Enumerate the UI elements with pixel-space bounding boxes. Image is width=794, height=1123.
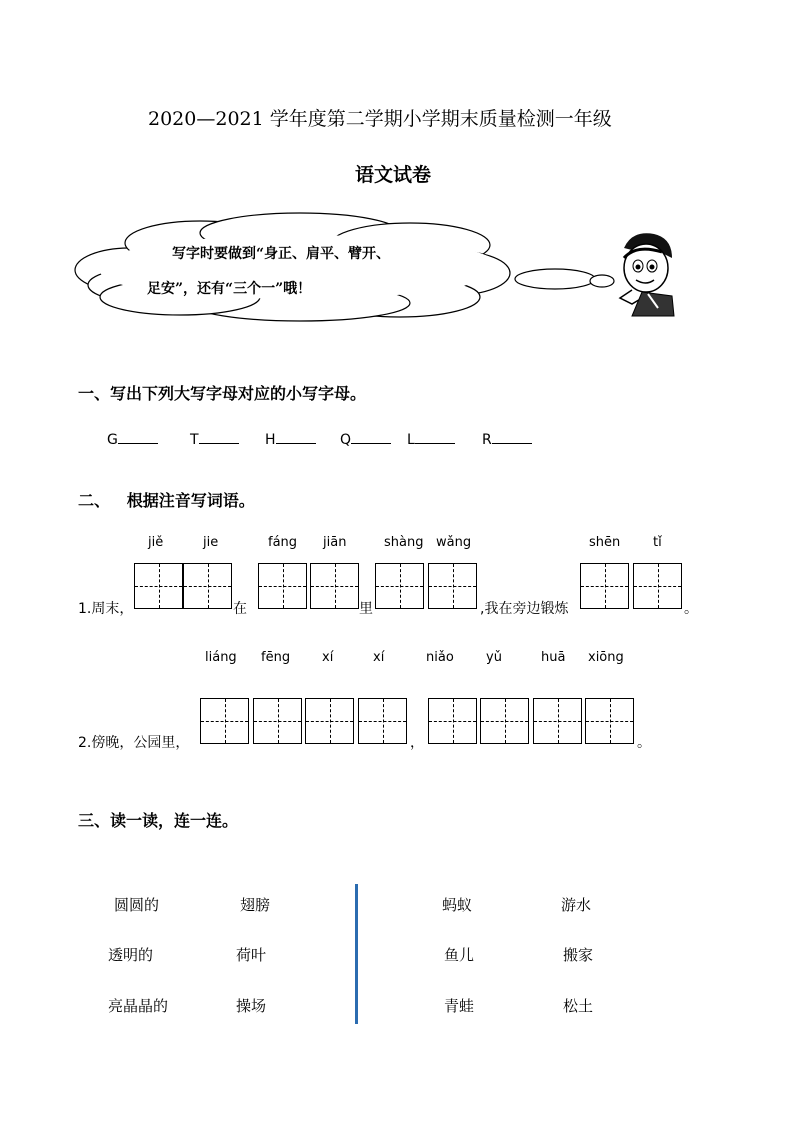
letter-item bbox=[407, 430, 455, 448]
writing-grid[interactable] bbox=[480, 698, 529, 744]
pinyin-label: yǔ bbox=[486, 650, 502, 665]
uppercase-letter: L bbox=[407, 432, 415, 448]
match-word-left-noun[interactable]: 荷叶 bbox=[236, 946, 267, 964]
writing-grid[interactable] bbox=[258, 563, 307, 609]
match-word-right-noun[interactable]: 蚂蚁 bbox=[442, 896, 473, 914]
answer-blank[interactable] bbox=[118, 430, 158, 444]
q2-comma: ， bbox=[410, 735, 424, 751]
answer-blank[interactable] bbox=[415, 430, 455, 444]
letter-item bbox=[482, 430, 532, 448]
uppercase-letter: H bbox=[265, 432, 276, 448]
match-word-right-verb[interactable]: 游水 bbox=[561, 896, 592, 914]
bubble-line-2: 足安”，还有“三个一”哦！ bbox=[147, 281, 312, 297]
pinyin-label: xí bbox=[322, 650, 334, 665]
answer-blank[interactable] bbox=[276, 430, 316, 444]
writing-grid[interactable] bbox=[253, 698, 302, 744]
match-word-right-noun[interactable]: 鱼儿 bbox=[444, 946, 475, 964]
answer-blank[interactable] bbox=[199, 430, 239, 444]
writing-grid[interactable] bbox=[428, 698, 477, 744]
writing-grid[interactable] bbox=[358, 698, 407, 744]
pinyin-label: huā bbox=[541, 650, 566, 665]
letter-item bbox=[107, 430, 158, 448]
cartoon-boy-illustration bbox=[602, 228, 682, 318]
section-divider bbox=[355, 884, 358, 1024]
writing-grid[interactable] bbox=[533, 698, 582, 744]
pinyin-label: xí bbox=[373, 650, 385, 665]
pinyin-label: wǎng bbox=[436, 535, 472, 550]
match-word-left-noun[interactable]: 翅膀 bbox=[240, 896, 271, 914]
match-word-right-verb[interactable]: 搬家 bbox=[563, 946, 594, 964]
q1-prefix: 1.周末， bbox=[78, 601, 134, 617]
answer-blank[interactable] bbox=[351, 430, 391, 444]
letter-item bbox=[190, 430, 239, 448]
q2-prefix: 2.傍晚，公园里， bbox=[78, 735, 190, 751]
writing-grid[interactable] bbox=[580, 563, 629, 609]
pinyin-label: xiōng bbox=[588, 650, 624, 665]
match-word-left-adj[interactable]: 圆圆的 bbox=[114, 896, 160, 914]
uppercase-letter: Q bbox=[340, 432, 352, 448]
pinyin-label: jie bbox=[203, 535, 219, 550]
section-1-heading: 一、写出下列大写字母对应的小写字母。 bbox=[78, 384, 367, 403]
pinyin-label: shēn bbox=[589, 535, 621, 550]
q1-text-exercise: ,我在旁边锻炼 bbox=[480, 601, 569, 617]
letter-item bbox=[340, 430, 391, 448]
writing-grid[interactable] bbox=[428, 563, 477, 609]
bubble-line-1: 写字时要做到“身正、肩平、臂开、 bbox=[172, 246, 391, 262]
pinyin-label: jiān bbox=[323, 535, 347, 550]
pinyin-label: fáng bbox=[268, 535, 298, 550]
uppercase-letter: G bbox=[107, 432, 118, 448]
match-word-left-noun[interactable]: 操场 bbox=[236, 997, 267, 1015]
match-word-right-verb[interactable]: 松土 bbox=[563, 997, 594, 1015]
writing-grid[interactable] bbox=[200, 698, 249, 744]
pinyin-label: niǎo bbox=[426, 650, 454, 665]
match-word-left-adj[interactable]: 亮晶晶的 bbox=[108, 997, 169, 1015]
pinyin-label: shàng bbox=[384, 535, 424, 550]
letter-item bbox=[265, 430, 316, 448]
q1-text-zai: 在 bbox=[233, 601, 247, 617]
writing-grid[interactable] bbox=[134, 563, 183, 609]
section-3-heading: 三、读一读，连一连。 bbox=[78, 811, 239, 830]
pinyin-label: jiě bbox=[148, 535, 164, 550]
section-2-heading: 二、 根据注音写词语。 bbox=[78, 491, 255, 510]
writing-grid[interactable] bbox=[305, 698, 354, 744]
q1-end: 。 bbox=[684, 601, 698, 617]
exam-title: 2020—2021 学年度第二学期小学期末质量检测一年级 bbox=[148, 108, 612, 130]
uppercase-letter: R bbox=[482, 432, 492, 448]
match-word-left-adj[interactable]: 透明的 bbox=[108, 946, 154, 964]
pinyin-label: liáng bbox=[205, 650, 237, 665]
pinyin-label: tǐ bbox=[653, 535, 662, 550]
q2-end: 。 bbox=[637, 735, 651, 751]
writing-grid[interactable] bbox=[633, 563, 682, 609]
writing-grid[interactable] bbox=[183, 563, 232, 609]
match-word-right-noun[interactable]: 青蛙 bbox=[444, 997, 475, 1015]
answer-blank[interactable] bbox=[492, 430, 532, 444]
uppercase-letter: T bbox=[190, 432, 199, 448]
writing-grid[interactable] bbox=[310, 563, 359, 609]
pinyin-label: fēng bbox=[261, 650, 291, 665]
q1-text-li: 里 bbox=[359, 601, 373, 617]
exam-subtitle: 语文试卷 bbox=[355, 164, 432, 186]
writing-grid[interactable] bbox=[375, 563, 424, 609]
writing-grid[interactable] bbox=[585, 698, 634, 744]
